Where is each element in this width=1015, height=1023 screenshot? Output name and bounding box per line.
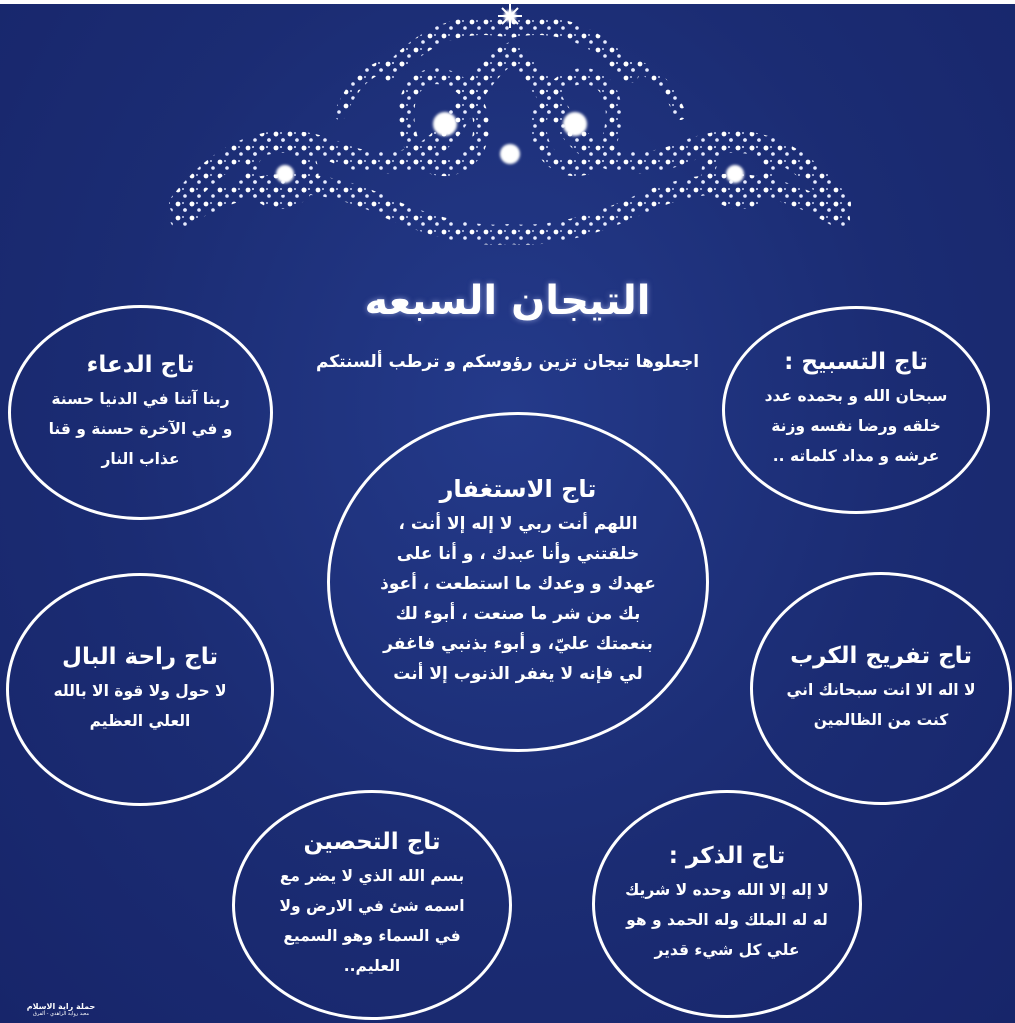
crown-circle-rahat-albal bbox=[6, 573, 274, 806]
circle-line: عهدك و وعدك ما استطعت ، أعوذ bbox=[380, 574, 656, 594]
circle-line: العلي العظيم bbox=[89, 711, 191, 730]
page-subtitle: اجعلوها تيجان تزين رؤوسكم و ترطب ألسنتكم bbox=[315, 352, 700, 372]
circle-heading: تاج راحة البال bbox=[62, 643, 219, 670]
circle-heading: تاج الاستغفار bbox=[439, 475, 597, 503]
crown-icon bbox=[160, 4, 860, 274]
crown-circle-tasbih bbox=[722, 306, 990, 514]
circle-line: عرشه و مداد كلماته .. bbox=[772, 447, 940, 465]
crown-circle-istighfar bbox=[327, 412, 709, 752]
circle-line: في السماء وهو السميع bbox=[283, 927, 461, 945]
circle-line: عذاب النار bbox=[101, 449, 180, 468]
credit-line: معبد رواية الزاهدي - ألفرق bbox=[33, 1011, 89, 1017]
circle-line: خلقه ورضا نفسه وزنة bbox=[771, 417, 941, 435]
circle-line: خلقتني وأنا عبدك ، و أنا على bbox=[396, 544, 640, 564]
crown-circle-dhikr bbox=[592, 790, 862, 1018]
crown-circle-tafreej-alkarb bbox=[750, 572, 1012, 805]
circle-heading: تاج الذكر : bbox=[668, 843, 786, 869]
circle-heading: تاج التحصين bbox=[303, 829, 441, 855]
circle-line: لي فإنه لا يغفر الذنوب إلا أنت bbox=[393, 664, 643, 684]
circle-line: و في الآخرة حسنة و قنا bbox=[48, 419, 233, 438]
circle-line: كنت من الظالمين bbox=[813, 710, 949, 729]
circle-line: لا اله الا انت سبحانك اني bbox=[786, 680, 976, 699]
circle-line: لا إله إلا الله وحده لا شريك bbox=[625, 881, 829, 899]
circle-heading: تاج الدعاء bbox=[86, 351, 195, 378]
circle-line: علي كل شيء قدير bbox=[654, 941, 800, 959]
circle-line: سبحان الله و بحمده عدد bbox=[764, 387, 948, 405]
page-title: التيجان السبعه bbox=[364, 278, 651, 324]
credit bbox=[6, 1002, 116, 1017]
circle-line: بك من شر ما صنعت ، أبوء لك bbox=[395, 604, 641, 624]
circle-line: بسم الله الذي لا يضر مع bbox=[279, 867, 465, 885]
circle-line: بنعمتك عليّ، و أبوء بذنبي فاغفر bbox=[383, 634, 653, 654]
circle-line: له له الملك وله الحمد و هو bbox=[626, 911, 828, 929]
crown-circle-tahseen bbox=[232, 790, 512, 1020]
circle-line: ربنا آتنا في الدنيا حسنة bbox=[51, 389, 230, 408]
credit-line: حملة راية الاسلام bbox=[26, 1002, 96, 1011]
circle-line: اسمه شئ في الارض ولا bbox=[279, 897, 465, 915]
crown-circle-dua bbox=[8, 305, 273, 520]
circle-heading: تاج التسبيح : bbox=[784, 349, 928, 375]
circle-line: العليم.. bbox=[343, 957, 401, 975]
circle-line: اللهم أنت ربي لا إله إلا أنت ، bbox=[398, 514, 638, 534]
circle-heading: تاج تفريج الكرب bbox=[790, 642, 972, 669]
circle-line: لا حول ولا قوة الا بالله bbox=[53, 681, 227, 700]
